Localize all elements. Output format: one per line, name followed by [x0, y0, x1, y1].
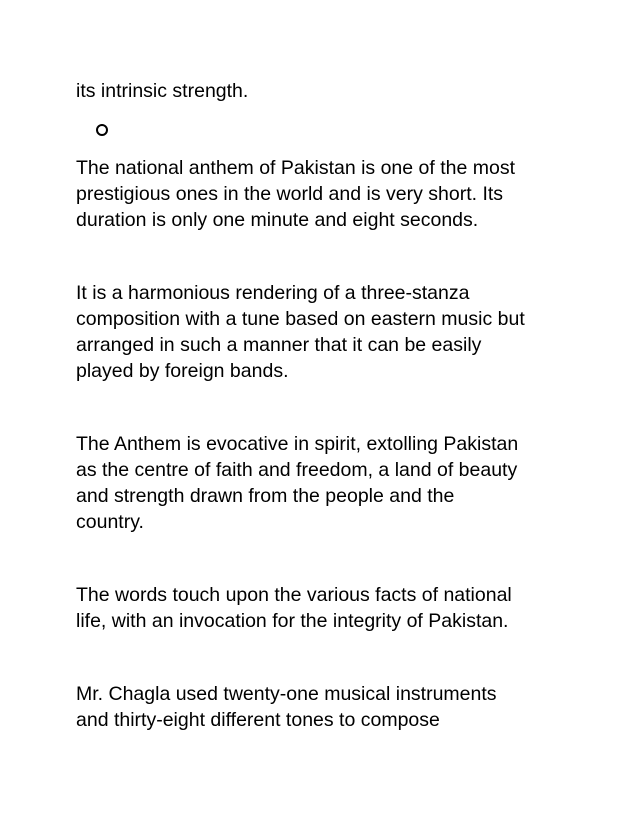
text-line: its intrinsic strength. [76, 80, 249, 102]
text-line: and strength drawn from the people and the [76, 485, 455, 507]
paragraph-anthem-instruments [76, 681, 606, 733]
text-line: Mr. Chagla used twenty-one musical instruments [76, 683, 497, 705]
text-line: The Anthem is evocative in spirit, extolling Pakistan [76, 433, 519, 455]
fragment-line [76, 78, 606, 104]
text-line: composition with a tune based on eastern music but [76, 308, 525, 330]
text-line: The words touch upon the various facts of national [76, 584, 512, 606]
text-line: life, with an invocation for the integrity of Pakistan. [76, 610, 509, 632]
text-line: arranged in such a manner that it can be easily [76, 334, 482, 356]
text-line: country. [76, 511, 144, 533]
text-line: duration is only one minute and eight seconds. [76, 209, 479, 231]
text-line: It is a harmonious rendering of a three-stanza [76, 282, 470, 304]
text-line: The national anthem of Pakistan is one of the most [76, 157, 516, 179]
paragraph-anthem-words [76, 582, 606, 634]
text-line: played by foreign bands. [76, 360, 289, 382]
text-line: and thirty-eight different tones to compose [76, 709, 440, 731]
paragraph-anthem-composition [76, 280, 606, 384]
paragraph-anthem-spirit [76, 431, 606, 535]
paragraph-anthem-duration [76, 155, 606, 233]
text-line: as the centre of faith and freedom, a land of beauty [76, 459, 518, 481]
bullet-icon [96, 124, 108, 136]
text-line: prestigious ones in the world and is very short. Its [76, 183, 504, 205]
